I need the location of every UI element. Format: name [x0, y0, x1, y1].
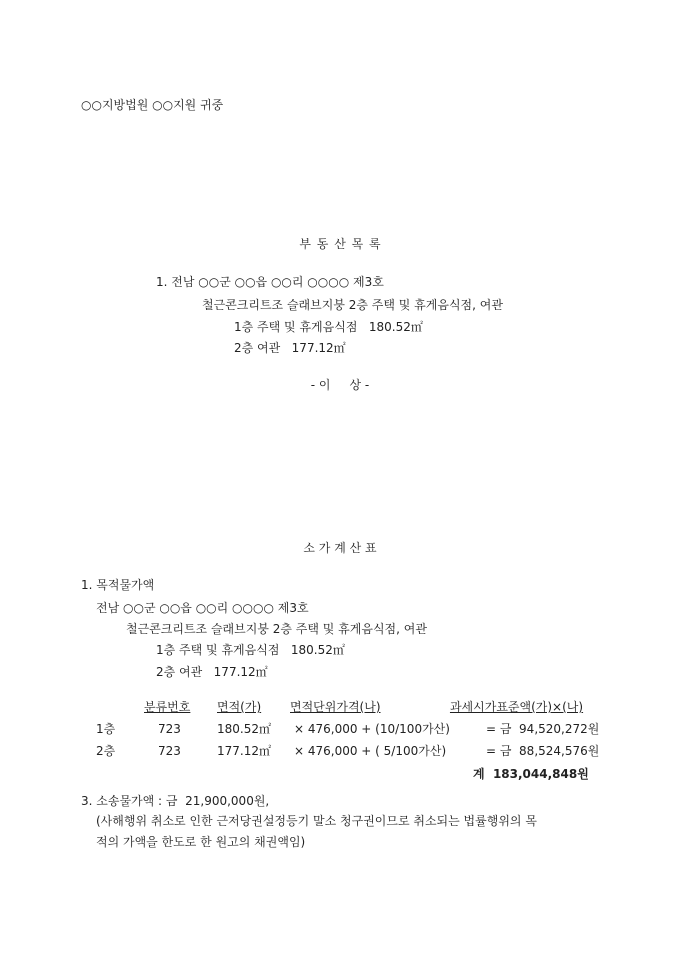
table-cell: 180.52㎡ — [217, 722, 271, 736]
property-item-line1: 1. 전남 ○○군 ○○읍 ○○리 ○○○○ 제3호 — [156, 275, 384, 289]
table-cell: × 476,000 + ( 5/100가산) — [294, 744, 447, 758]
table-cell: 177.12㎡ — [217, 744, 271, 758]
table-row — [96, 744, 610, 766]
table-cell: 2층 — [96, 744, 116, 758]
table-total: 계 183,044,848원 — [473, 767, 589, 781]
calc-table — [96, 700, 610, 766]
addr-line2: 철근콘크리트조 슬래브지붕 2층 주택 및 휴게음식점, 여관 — [126, 622, 427, 636]
table-header: 과세시가표준액(가)×(나) — [449, 700, 584, 714]
end-mark: - 이 상 - — [310, 378, 370, 392]
table-cell: 723 — [158, 744, 181, 758]
property-list-title: 부 동 산 목 록 — [299, 237, 381, 251]
table-header: 면적단위가격(나) — [290, 700, 381, 714]
property-item-line4: 2층 여관 177.12㎡ — [234, 341, 346, 355]
section3-title: 3. 소송물가액 : 금 21,900,000원, — [81, 794, 270, 808]
table-header-row — [96, 700, 610, 722]
table-cell: = 금 88,524,576원 — [485, 744, 600, 758]
table-cell: = 금 94,520,272원 — [485, 722, 600, 736]
table-cell: 723 — [158, 722, 181, 736]
property-item-line2: 철근콘크리트조 슬래브지붕 2층 주택 및 휴게음식점, 여관 — [202, 298, 503, 312]
section1-title: 1. 목적물가액 — [81, 578, 155, 592]
property-item-line3: 1층 주택 및 휴게음식점 180.52㎡ — [234, 320, 423, 334]
court-addressee: ○○지방법원 ○○지원 귀중 — [81, 98, 224, 112]
table-header: 면적(가) — [217, 700, 262, 714]
addr-line3: 1층 주택 및 휴게음식점 180.52㎡ — [156, 643, 345, 657]
addr-line4: 2층 여관 177.12㎡ — [156, 665, 268, 679]
table-header — [96, 700, 144, 722]
table-row — [96, 722, 610, 744]
table-cell: × 476,000 + (10/100가산) — [294, 722, 450, 736]
table-cell: 1층 — [96, 722, 116, 736]
section3-note-line2: 적의 가액을 한도로 한 원고의 채권액임) — [96, 835, 306, 849]
calc-title: 소 가 계 산 표 — [303, 541, 377, 555]
table-header: 분류번호 — [144, 700, 191, 714]
addr-line1: 전남 ○○군 ○○읍 ○○리 ○○○○ 제3호 — [96, 601, 309, 615]
section3-note-line1: (사해행위 취소로 인한 근저당권설정등기 말소 청구권이므로 취소되는 법률행위의 목 — [96, 814, 537, 828]
